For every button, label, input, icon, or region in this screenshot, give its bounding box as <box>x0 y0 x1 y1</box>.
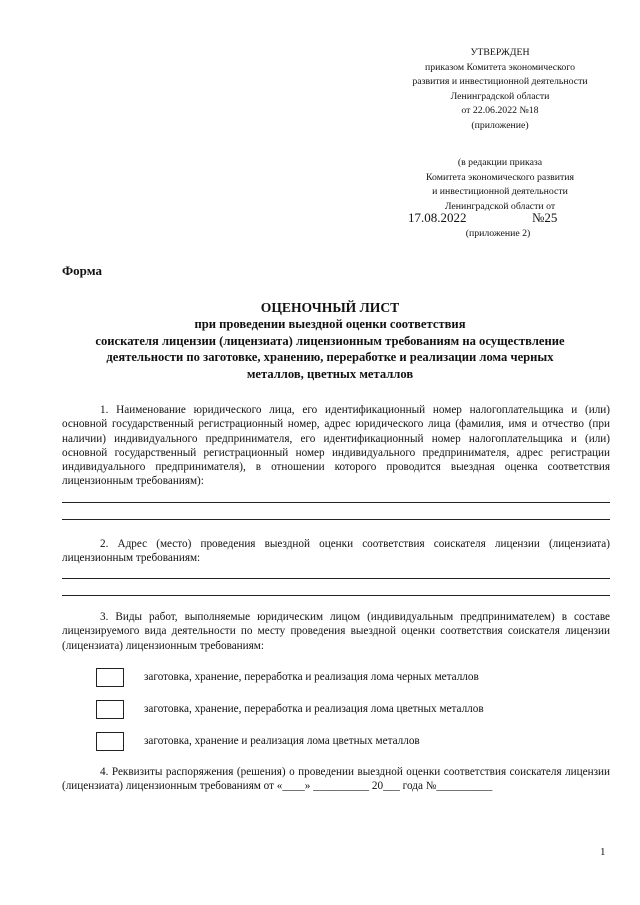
work-type-checkbox[interactable] <box>96 700 124 719</box>
edition-date: 17.08.2022 <box>408 210 467 225</box>
work-type-label: заготовка, хранение, переработка и реализация лома черных металлов <box>144 671 479 683</box>
page-number: 1 <box>600 846 606 858</box>
section-3-text: 3. Виды работ, выполняемые юридическим лицом (индивидуальным предпринимателем) в составе лицензируемого вида деятельности по месту проведения выездной оценки соответствия соискателя лицензии (лицензиата) лицензионным требованиям: <box>62 611 610 652</box>
approval-line: (приложение) <box>471 119 529 131</box>
edition-block <box>400 156 600 214</box>
title-line: металлов, цветных металлов <box>246 366 414 381</box>
work-type-checkbox[interactable] <box>96 732 124 751</box>
edition-appendix: (приложение 2) <box>465 228 531 239</box>
work-type-checkbox[interactable] <box>96 668 124 687</box>
section-2-fill-line[interactable] <box>62 578 610 579</box>
work-type-label: заготовка, хранение и реализация лома цветных металлов <box>144 735 420 747</box>
page-title <box>50 300 610 382</box>
title-line: при проведении выездной оценки соответствия <box>194 317 466 332</box>
section-1-fill-line[interactable] <box>62 502 610 503</box>
title-line: деятельности по заготовке, хранению, переработке и реализации лома черных <box>106 350 554 365</box>
section-4-text: 4. Реквизиты распоряжения (решения) о проведении выездной оценки соответствия соискателя лицензии (лицензиата) лицензионным требованиям от «____» __________ 20___ года №__________ <box>62 766 610 793</box>
form-label: Форма <box>62 263 102 278</box>
title-line: соискателя лицензии (лицензиата) лицензионным требованиям на осуществление <box>95 333 565 348</box>
edition-number: №25 <box>532 210 558 225</box>
edition-line: (в редакции приказа <box>457 157 543 168</box>
section-2-fill-line[interactable] <box>62 595 610 596</box>
edition-line: Комитета экономического развития <box>426 171 574 183</box>
section-1-fill-line[interactable] <box>62 519 610 520</box>
approval-line: Ленинградской области <box>450 90 550 102</box>
edition-line: Ленинградской области от <box>444 200 556 212</box>
work-type-label: заготовка, хранение, переработка и реализация лома цветных металлов <box>144 703 484 715</box>
approval-line: от 22.06.2022 №18 <box>461 105 539 117</box>
approval-block <box>380 46 620 134</box>
approval-line: приказом Комитета экономического <box>424 61 575 73</box>
approval-line: развития и инвестиционной деятельности <box>412 76 588 88</box>
approval-line: УТВЕРЖДЕН <box>470 47 530 58</box>
edition-line: и инвестиционной деятельности <box>432 186 568 198</box>
section-2-text: 2. Адрес (место) проведения выездной оценки соответствия соискателя лицензии (лицензиата) лицензионным требованиям: <box>62 538 610 565</box>
section-1-text: 1. Наименование юридического лица, его идентификационный номер налогоплательщика и (или) основной государственный регистрационный номер, адрес юридического лица (фамилия, имя и отчество (при наличии) индивидуального предпринимателя, его идентификационный номер налогоплательщика и (или) основной государственный регистрационный номер индивидуального предпринимателя, адрес регистрации индивидуального предпринимателя), в отношении которого проводится выездная оценка соответствия лицензионным требованиям): <box>62 404 610 488</box>
title-line: ОЦЕНОЧНЫЙ ЛИСТ <box>260 300 400 315</box>
